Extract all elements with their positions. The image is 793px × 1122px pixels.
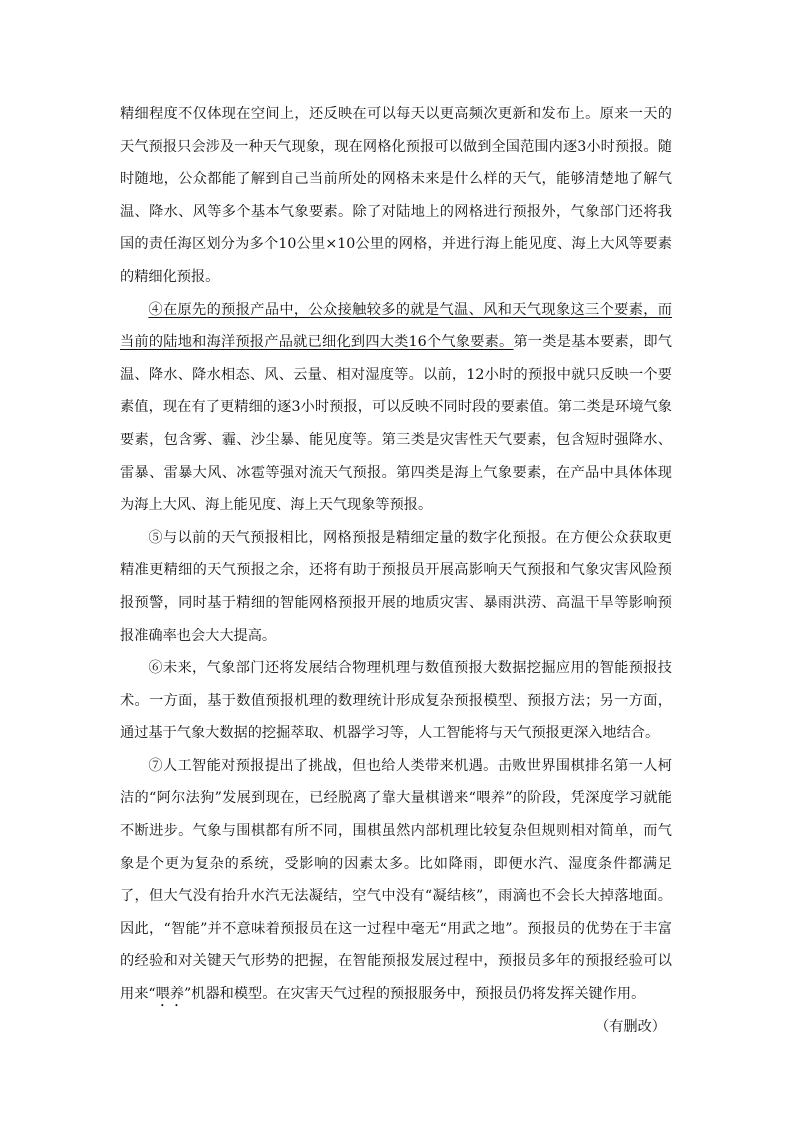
- paragraph-continued: [120, 98, 672, 294]
- source-note-text: （有删改）: [595, 1018, 666, 1035]
- paragraph-4-underlined-sentence: ④在原先的预报产品中，公众接触较多的就是气温、风和天气现象这三个要素，而当前的陆地和海洋预报产品就已细化到四大类16个气象要素。: [120, 301, 672, 351]
- source-note: [120, 1011, 672, 1044]
- paragraph-6: [120, 652, 672, 750]
- paragraph-6-text: ⑥未来，气象部门还将发展结合物理机理与数值预报大数据挖掘应用的智能预报技术。一方面，基于数值预报机理的数理统计形成复杂预报模型、预报方法；另一方面，通过基于气象大数据的挖掘萃取、机器学习等，人工智能将与天气预报更深入地结合。: [120, 660, 672, 742]
- paragraph-4-text: 第一类是基本要素，即气温、降水、降水相态、风、云量、相对湿度等。以前，12小时的预报中就只反映一个要素值，现在有了更精细的逐3小时预报，可以反映不同时段的要素值。第二类是环境气象要素，包含雾、霾、沙尘暴、能见度等。第三类是灾害性天气要素，包含短时强降水、雷暴、雷暴大风、冰雹等强对流天气预报。第四类是海上气象要素，在产品中具体体现为海上大风、海上能见度、海上天气现象等预报。: [120, 334, 672, 514]
- paragraph-5: [120, 522, 672, 652]
- paragraph-continued-text: 精细程度不仅体现在空间上，还反映在可以每天以更高频次更新和发布上。原来一天的天气预报只会涉及一种天气现象，现在网格化预报可以做到全国范围内逐3小时预报。随时随地，公众都能了解到自己当前所处的网格未来是什么样的天气，能够清楚地了解气温、降水、风等多个基本气象要素。除了对陆地上的网格进行预报外，气象部门还将我国的责任海区划分为多个10公里×10公里的网格，并进行海上能见度、海上大风等要素的精细化预报。: [120, 106, 672, 285]
- paragraph-7-emphasized-word: 喂养: [155, 986, 185, 1003]
- paragraph-7: [120, 750, 672, 1011]
- paragraph-4: [120, 294, 672, 522]
- paragraph-7-text-start: ⑦人工智能对预报提出了挑战，但也给人类带来机遇。击败世界围棋排名第一人柯洁的“阿尔法狗”发展到现在，已经脱离了靠大量棋谱来“喂养”的阶段，凭深度学习就能不断进步。气象与围棋都有所不同，围棋虽然内部机理比较复杂但规则相对简单，而气象是个更为复杂的系统，受影响的因素太多。比如降雨，即便水汽、湿度条件都满足了，但大气没有抬升水汽无法凝结，空气中没有“凝结核”，雨滴也不会长大掉落地面。因此，“智能”并不意味着预报员在这一过程中毫无“用武之地”。预报员的优势在于丰富的经验和对关键天气形势的把握，在智能预报发展过程中，预报员多年的预报经验可以用来“: [120, 757, 672, 1003]
- paragraph-7-text-end: ”机器和模型。在灾害天气过程的预报服务中，预报员仍将发挥关键作用。: [184, 986, 646, 1003]
- article-body: [120, 98, 672, 1043]
- paragraph-5-text: ⑤与以前的天气预报相比，网格预报是精细定量的数字化预报。在方便公众获取更精准更精细的天气预报之余，还将有助于预报员开展高影响天气预报和气象灾害风险预报预警，同时基于精细的智能网格预报开展的地质灾害、暴雨洪涝、高温干旱等影响预报准确率也会大大提高。: [120, 529, 672, 644]
